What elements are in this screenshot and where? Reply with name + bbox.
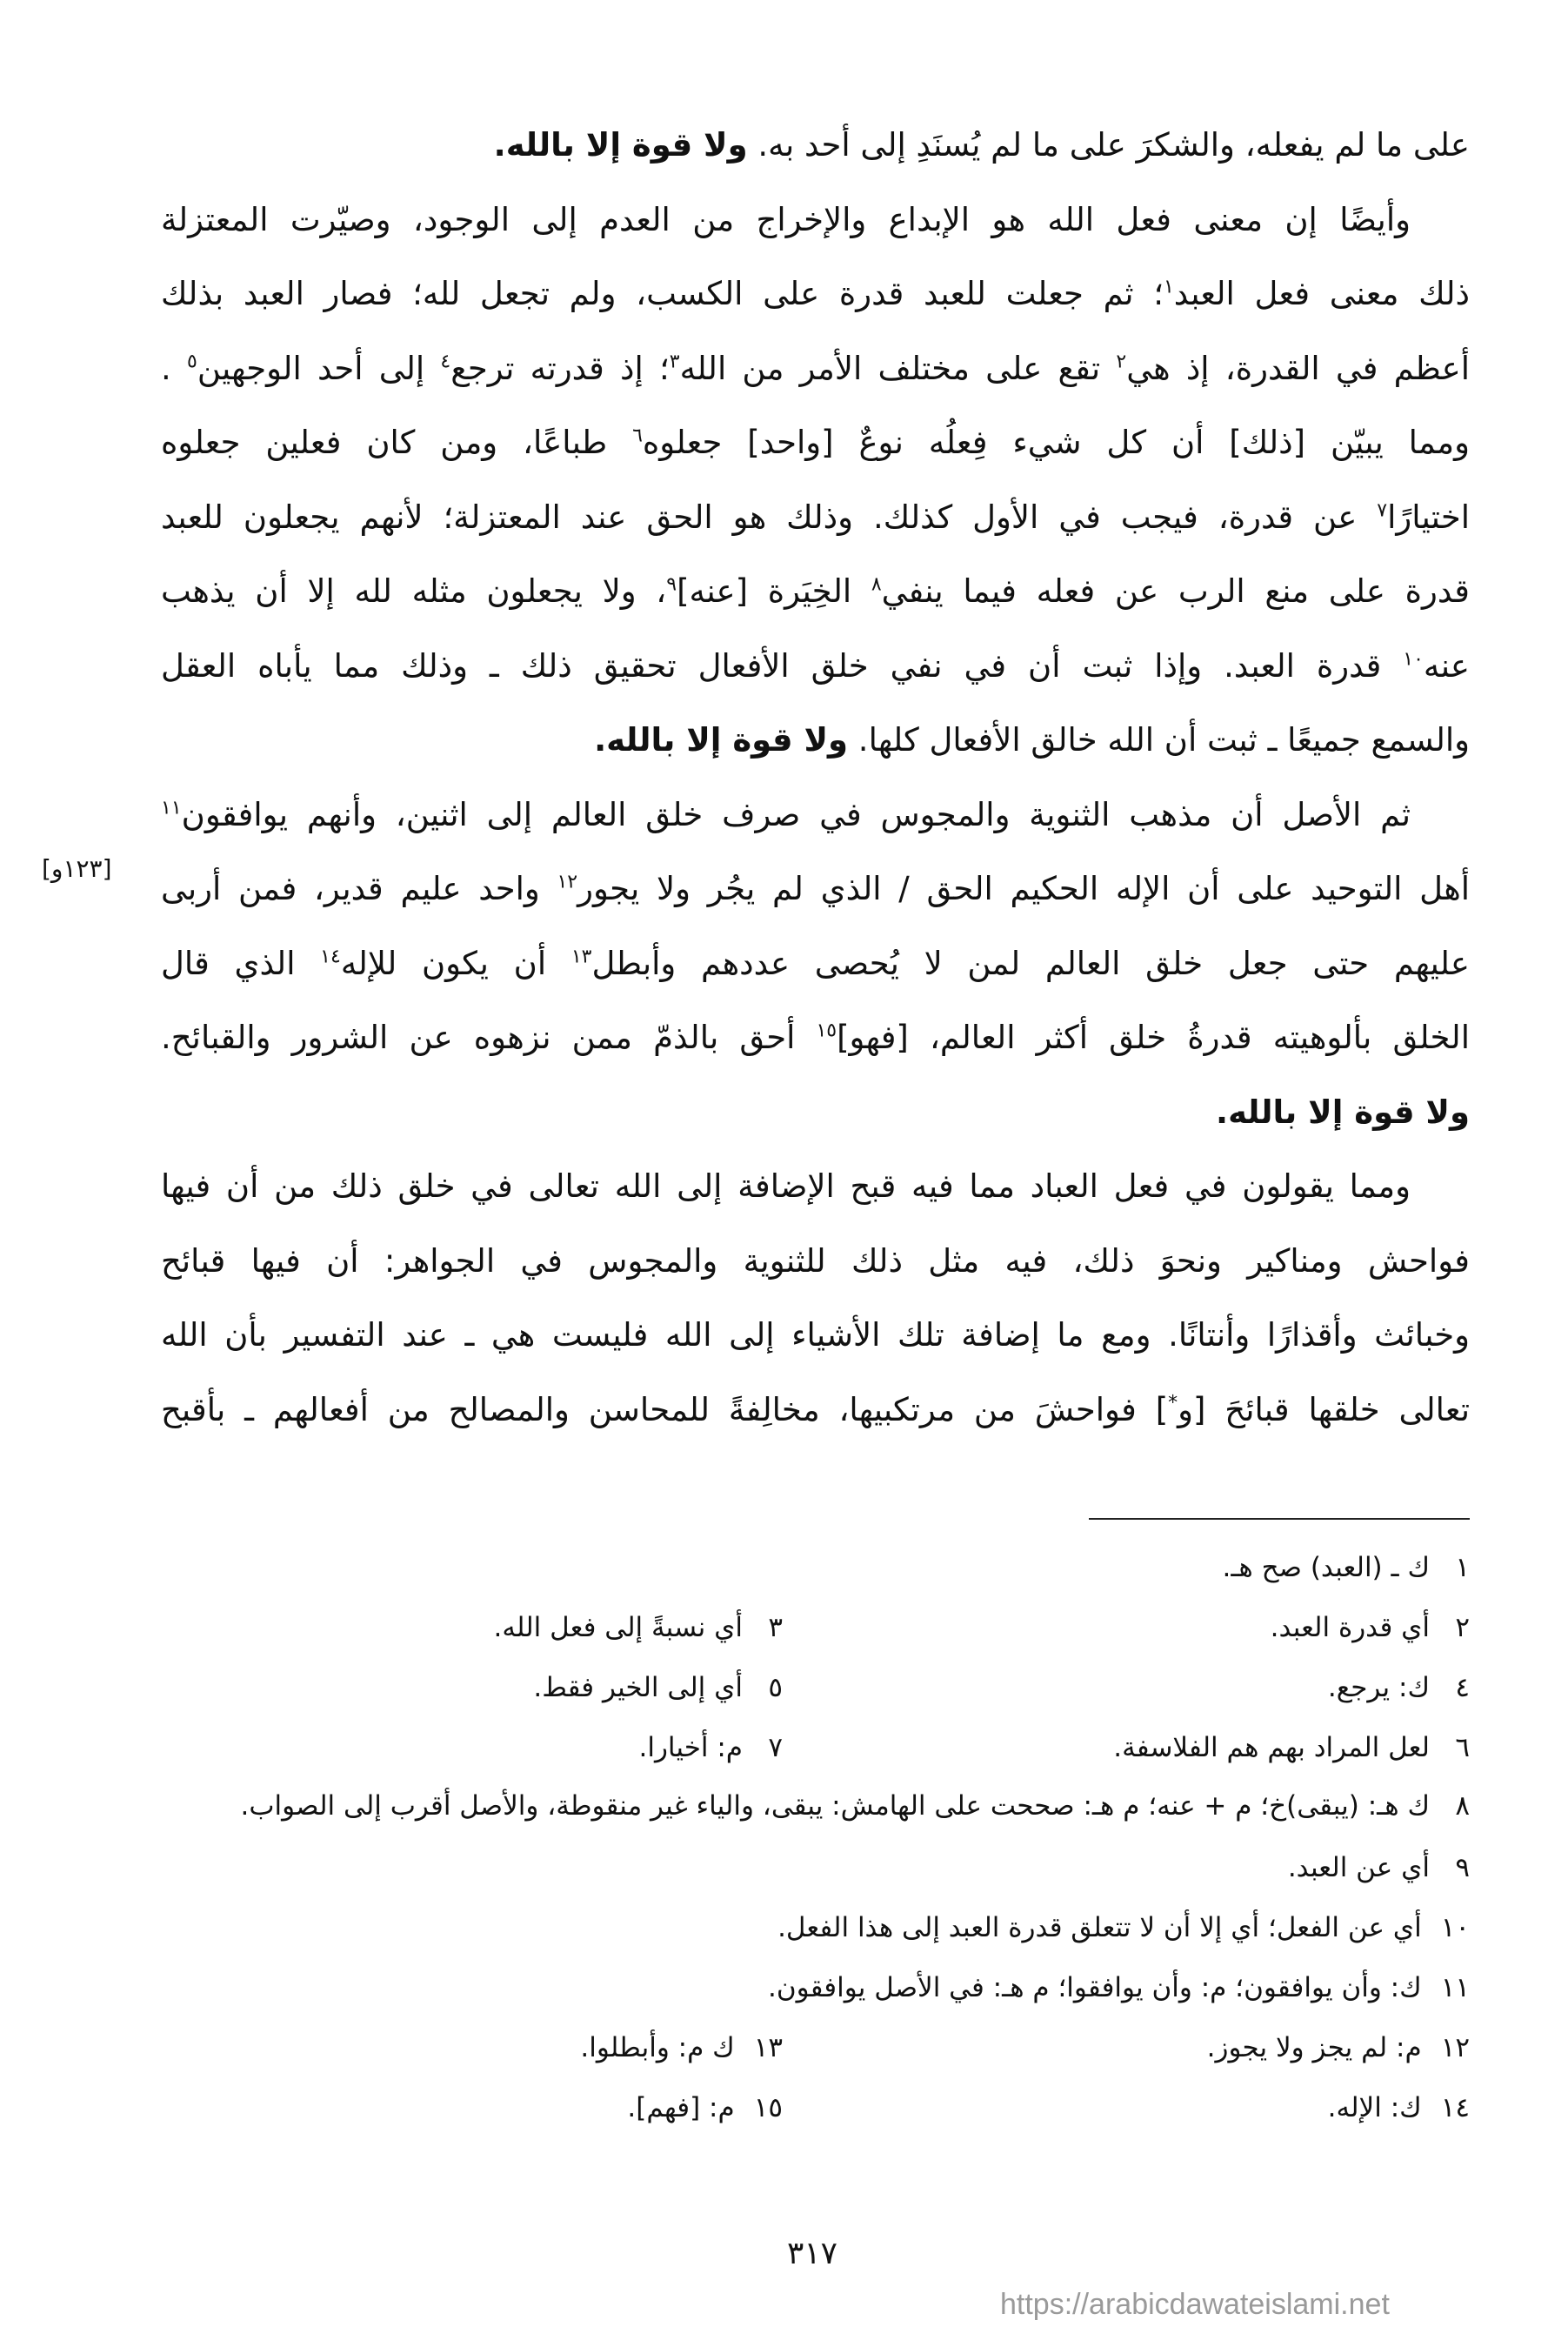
text-line: [161, 852, 1470, 926]
footnote-text: لعل المراد بهم هم الفلاسفة.: [1113, 1732, 1430, 1763]
footnote-ref: ٨: [871, 573, 882, 596]
footnote-ref: ١١: [161, 797, 182, 819]
footnote-ref: ٣: [669, 351, 680, 373]
main-text: [161, 108, 1470, 1447]
text-segment: والسمع جميعًا ـ ثبت أن الله خالق الأفعال كلها.: [848, 721, 1470, 759]
text-segment: تقع على مختلف الأمر من الله: [679, 349, 1117, 387]
footnote-ref: ٥: [186, 351, 197, 373]
text-segment: أهل التوحيد على أن الإله الحكيم الحق / الذي لم يجُر ولا يجور: [577, 870, 1470, 907]
footnote-ref: ٩: [666, 573, 677, 596]
footnote-number: ٢: [1455, 1612, 1470, 1643]
text-line: [161, 1000, 1470, 1075]
footnote-number: ٩: [1455, 1852, 1470, 1883]
text-line: [161, 108, 1470, 183]
footnote-row: [161, 1958, 1470, 2018]
footnote-row: [161, 1538, 1470, 1598]
footnote-number: ١: [1455, 1552, 1470, 1583]
footnote-text: ك: يرجع.: [1327, 1672, 1430, 1703]
text-line: [161, 926, 1470, 1001]
text-line: [161, 405, 1470, 480]
footnote-row: [161, 1718, 1470, 1778]
text-segment: عليهم حتى جعل خلق العالم لمن لا يُحصى عددهم وأبطل: [591, 944, 1470, 982]
footnote: [161, 1598, 783, 1658]
footnote: [161, 1958, 1470, 2018]
text-line: [161, 1298, 1470, 1373]
footnote-row: [161, 1658, 1470, 1718]
footnote-text: أي عن العبد.: [1287, 1852, 1430, 1883]
manuscript-folio-marker: [١٢٣و]: [42, 854, 112, 883]
footnote-text: ك ـ (العبد) صح هـ.: [1222, 1552, 1430, 1583]
footnote-text: ك م: وأبطلوا.: [580, 2032, 735, 2063]
footnote-text: م: أخيارا.: [638, 1732, 743, 1763]
text-segment: ومما يبيّن [ذلك] أن كل شيء فِعلُه نوعٌ [واحد] جعلوه: [642, 424, 1470, 461]
footnote-number: ١٠: [1440, 1912, 1470, 1943]
footnote-text: ك هـ: (يبقى)خ؛ م + عنه؛ م هـ: صححت على الهامش: يبقى، والياء غير منقوطة، والأصل أقرب إلى الصواب.: [240, 1790, 1430, 1822]
footnote-text: أي قدرة العبد.: [1270, 1612, 1430, 1643]
text-line: [161, 331, 1470, 406]
text-segment: وأيضًا إن معنى فعل الله هو الإبداع والإخراج من العدم إلى الوجود، وصيّرت المعتزلة: [161, 200, 1411, 238]
footnote: [783, 2078, 1470, 2138]
text-segment: ] فواحشَ من مرتكبيها، مخالِفةً للمحاسن والمصالح من أفعالهم ـ بأقبح: [161, 1390, 1169, 1428]
footnote: [161, 1838, 1470, 1898]
footnote-number: ٧: [768, 1732, 783, 1763]
text-segment: إلى أحد الوجهين: [197, 349, 441, 387]
text-segment: عن قدرة، فيجب في الأول كذلك. وذلك هو الحق عند المعتزلة؛ لأنهم يجعلون للعبد: [161, 498, 1378, 536]
text-line: [161, 778, 1470, 853]
footnote-ref: ١٢: [557, 871, 578, 893]
text-line: [161, 480, 1470, 555]
text-line: [161, 1373, 1470, 1448]
footnote-text: أي عن الفعل؛ أي إلا أن لا تتعلق قدرة العبد إلى هذا الفعل.: [777, 1912, 1422, 1943]
bold-phrase: ولا قوة إلا بالله.: [1216, 1093, 1470, 1131]
text-segment: أحق بالذمّ ممن نزهوه عن الشرور والقبائح.: [161, 1019, 817, 1056]
footnote-number: ٣: [768, 1612, 783, 1643]
footnotes: [161, 1538, 1470, 2138]
footnote-ref: ١: [1163, 276, 1174, 298]
text-segment: ، ولا يجعلون مثله لله إلا أن يذهب: [161, 572, 667, 610]
footnote-row: [161, 2078, 1470, 2138]
footnote-text: أي إلى الخير فقط.: [533, 1672, 743, 1703]
text-segment: وخبائث وأقذارًا وأنتانًا. ومع ما إضافة تلك الأشياء إلى الله فليست هي ـ عند التفسير بأن الله: [161, 1316, 1470, 1354]
text-segment: ؛ ثم جعلت للعبد قدرة على الكسب، ولم تجعل لله؛ فصار العبد بذلك: [161, 275, 1164, 312]
text-segment: ذلك معنى فعل العبد: [1173, 275, 1471, 312]
text-segment: ثم الأصل أن مذهب الثنوية والمجوس في صرف خلق العالم إلى اثنين، وأنهم يوافقون: [181, 795, 1411, 833]
footnote-number: ١٥: [753, 2092, 783, 2123]
footnote-number: ٤: [1455, 1672, 1470, 1703]
footnote-ref: *: [1168, 1392, 1178, 1414]
text-segment: عنه: [1423, 646, 1470, 685]
text-segment: ؛ إذ قدرته ترجع: [450, 349, 670, 387]
footnote: [161, 1898, 1470, 1958]
text-line: [161, 257, 1470, 331]
bold-phrase: ولا قوة إلا بالله.: [594, 721, 849, 759]
footnote-number: ١٢: [1440, 2032, 1470, 2063]
footnote: [783, 2018, 1470, 2078]
footnote: [783, 1598, 1470, 1658]
footnote-text: ك: الإله.: [1327, 2092, 1422, 2123]
footnote-row: [161, 1898, 1470, 1958]
footnote-row: [161, 2018, 1470, 2078]
text-segment: اختيارًا: [1387, 498, 1470, 536]
footnote-ref: ١٣: [570, 946, 592, 968]
text-line: [161, 629, 1470, 704]
footnote-ref: ١٠: [1403, 648, 1424, 671]
text-segment: أن يكون للإله: [340, 944, 571, 982]
footnote: [161, 1778, 1470, 1838]
text-segment: الذي قال: [161, 944, 321, 982]
footnote-text: م: [فهم].: [627, 2092, 735, 2123]
text-line: [161, 183, 1470, 257]
footnote-text: ك: وأن يوافقون؛ م: وأن يوافقوا؛ م هـ: في الأصل يوافقون.: [767, 1972, 1422, 2003]
footnote-ref: ٢: [1116, 351, 1127, 373]
footnote-number: ١٣: [753, 2032, 783, 2063]
text-segment: ومما يقولون في فعل العباد مما فيه قبح الإضافة إلى الله تعالى في خلق ذلك من أن فيها: [161, 1167, 1411, 1205]
footnote-ref: ٦: [632, 425, 643, 447]
footnote: [161, 1718, 783, 1778]
footnote: [161, 1538, 1470, 1598]
text-segment: الخِيَرة [عنه]: [677, 572, 871, 610]
page-number: ٣١٧: [787, 2236, 838, 2271]
text-segment: الخلق بألوهيته قدرةُ خلق أكثر العالم، [فهو]: [837, 1019, 1470, 1056]
footnote-row: [161, 1778, 1470, 1838]
text-segment: تعالى خلقها قبائحَ [و: [1178, 1390, 1471, 1428]
footnote: [783, 1718, 1470, 1778]
text-segment: قدرة العبد. وإذا ثبت أن في نفي خلق الأفعال تحقيق ذلك ـ وذلك مما يأباه العقل: [161, 646, 1404, 685]
text-segment: طباعًا، ومن كان فعلين جعلوه: [161, 424, 633, 461]
footnote: [783, 1658, 1470, 1718]
text-segment: أعظم في القدرة، إذ هي: [1126, 349, 1470, 387]
text-line: [161, 1224, 1470, 1299]
footnote-number: ٥: [768, 1672, 783, 1703]
watermark-url: https://arabicdawateislami.net: [1000, 2288, 1390, 2321]
text-line: [161, 703, 1470, 778]
text-segment: قدرة على منع الرب عن فعله فيما ينفي: [881, 572, 1470, 610]
footnote: [161, 1658, 783, 1718]
text-line: [161, 1149, 1470, 1224]
footnote-number: ١٤: [1440, 2092, 1470, 2123]
text-segment: فواحش ومناكير ونحوَ ذلك، فيه مثل ذلك للثنوية والمجوس في الجواهر: أن فيها قبائح: [161, 1241, 1470, 1280]
footnote-text: أي نسبةً إلى فعل الله.: [493, 1612, 743, 1643]
text-line: [161, 554, 1470, 629]
footnote: [161, 2078, 783, 2138]
footnote-number: ١١: [1440, 1972, 1470, 2003]
footnote-divider: [1089, 1518, 1470, 1520]
footnote-row: [161, 1598, 1470, 1658]
footnote-ref: ١٥: [816, 1020, 837, 1042]
text-line: [161, 1075, 1470, 1150]
footnote-row: [161, 1838, 1470, 1898]
footnote: [161, 2018, 783, 2078]
text-segment: على ما لم يفعله، والشكرَ على ما لم يُسنَدِ إلى أحد به.: [747, 126, 1470, 164]
text-segment: .: [161, 349, 187, 387]
footnote-number: ٦: [1455, 1732, 1470, 1763]
footnote-ref: ١٤: [320, 946, 341, 968]
footnote-ref: ٤: [440, 351, 451, 373]
footnote-ref: ٧: [1377, 499, 1388, 522]
bold-phrase: ولا قوة إلا بالله.: [493, 126, 748, 164]
footnote-number: ٨: [1455, 1790, 1470, 1822]
text-segment: واحد عليم قدير، فمن أربى: [161, 870, 557, 907]
footnote-text: م: لم يجز ولا يجوز.: [1206, 2032, 1422, 2063]
